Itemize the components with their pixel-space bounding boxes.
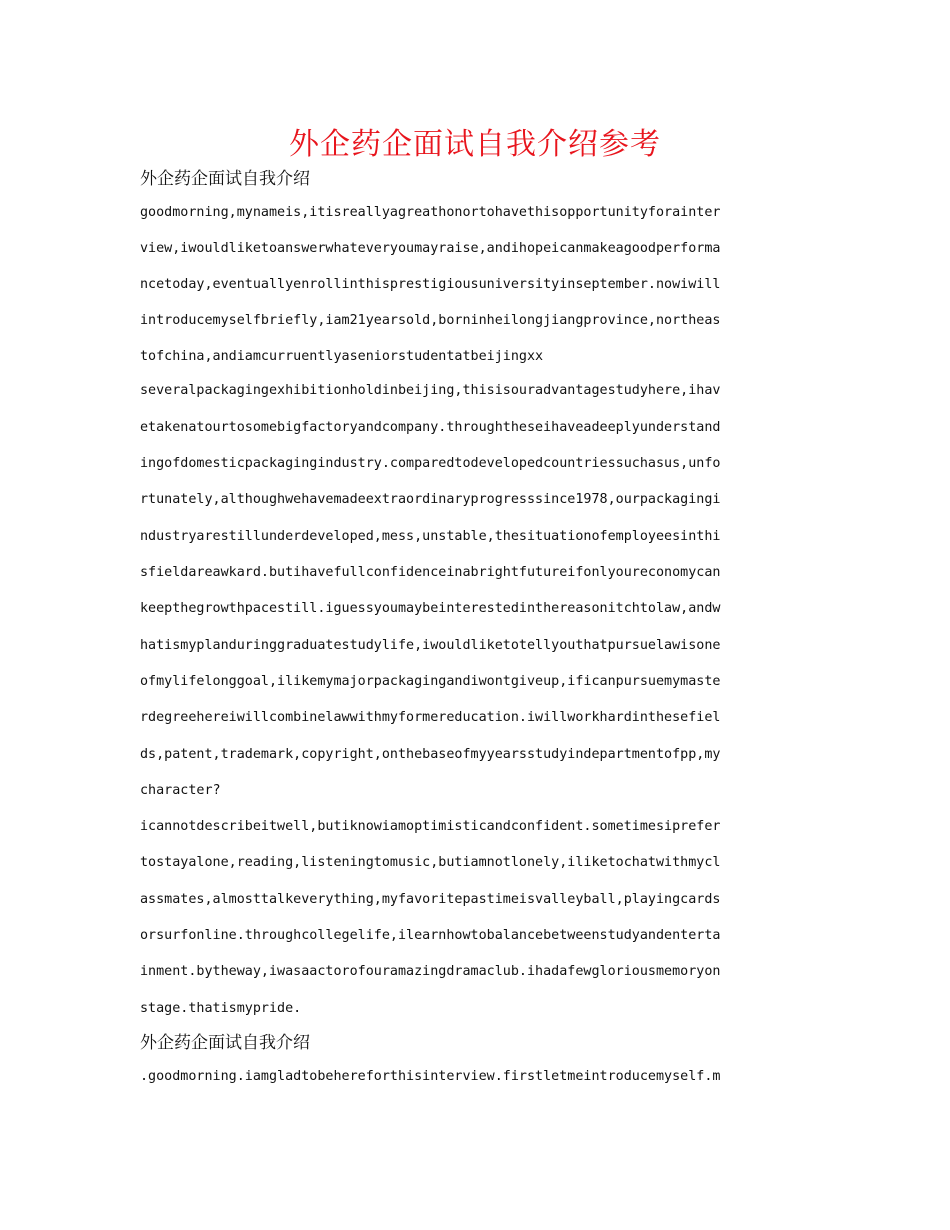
paragraph-line: orsurfonline.throughcollegelife,ilearnhowtobalancebetweenstudyandenterta	[140, 928, 721, 943]
paragraph-line: ingofdomesticpackagingindustry.comparedtodevelopedcountriessuchasus,unfo	[140, 456, 721, 471]
paragraph-line: keepthegrowthpacestill.iguessyoumaybeinterestedinthereasonitchtolaw,andw	[140, 601, 721, 616]
paragraph-line: introducemyselfbriefly,iam21yearsold,borninheilongjiangprovince,northeas	[140, 313, 721, 328]
paragraph-line: hatismyplanduringgraduatestudylife,iwouldliketotellyouthatpursuelawisone	[140, 638, 721, 653]
paragraph-line: etakenatourtosomebigfactoryandcompany.throughtheseihaveadeeplyunderstand	[140, 420, 721, 435]
section-heading-2: 外企药企面试自我介绍	[140, 1033, 310, 1053]
paragraph-line: assmates,almosttalkeverything,myfavoritepastimeisvalleyball,playingcards	[140, 892, 721, 907]
paragraph-line: tofchina,andiamcurruentlyaseniorstudentatbeijingxx	[140, 349, 544, 364]
paragraph-line: rdegreehereiwillcombinelawwithmyformereducation.iwillworkhardinthesefiel	[140, 710, 721, 725]
paragraph-line: icannotdescribeitwell,butiknowiamoptimisticandconfident.sometimesiprefer	[140, 819, 721, 834]
paragraph-line: ndustryarestillunderdeveloped,mess,unstable,thesituationofemployeesinthi	[140, 529, 721, 544]
paragraph-line: .goodmorning.iamgladtobehereforthisinterview.firstletmeintroducemyself.m	[140, 1069, 721, 1084]
paragraph-line: character?	[140, 783, 221, 798]
paragraph-line: ds,patent,trademark,copyright,onthebaseofmyyearsstudyindepartmentofpp,my	[140, 747, 721, 762]
paragraph-line: stage.thatismypride.	[140, 1001, 302, 1016]
paragraph-line: view,iwouldliketoanswerwhateveryoumayraise,andihopeicanmakeagoodperforma	[140, 241, 721, 256]
paragraph-line: ncetoday,eventuallyenrollinthisprestigiousuniversityinseptember.nowiwill	[140, 277, 721, 292]
document-title: 外企药企面试自我介绍参考	[289, 127, 661, 162]
paragraph-line: severalpackagingexhibitionholdinbeijing,thisisouradvantagestudyhere,ihav	[140, 383, 721, 398]
section-heading-1: 外企药企面试自我介绍	[140, 169, 310, 189]
paragraph-line: rtunately,althoughwehavemadeextraordinaryprogresssince1978,ourpackagingi	[140, 492, 721, 507]
paragraph-line: tostayalone,reading,listeningtomusic,butiamnotlonely,iliketochatwithmycl	[140, 855, 721, 870]
paragraph-line: ofmylifelonggoal,ilikemymajorpackagingandiwontgiveup,ificanpursuemymaste	[140, 674, 721, 689]
paragraph-line: sfieldareawkard.butihavefullconfidenceinabrightfutureifonlyoureconomycan	[140, 565, 721, 580]
paragraph-line: goodmorning,mynameis,itisreallyagreathonortohavethisopportunityforainter	[140, 205, 721, 220]
paragraph-line: inment.bytheway,iwasaactorofouramazingdramaclub.ihadafewgloriousmemoryon	[140, 964, 721, 979]
